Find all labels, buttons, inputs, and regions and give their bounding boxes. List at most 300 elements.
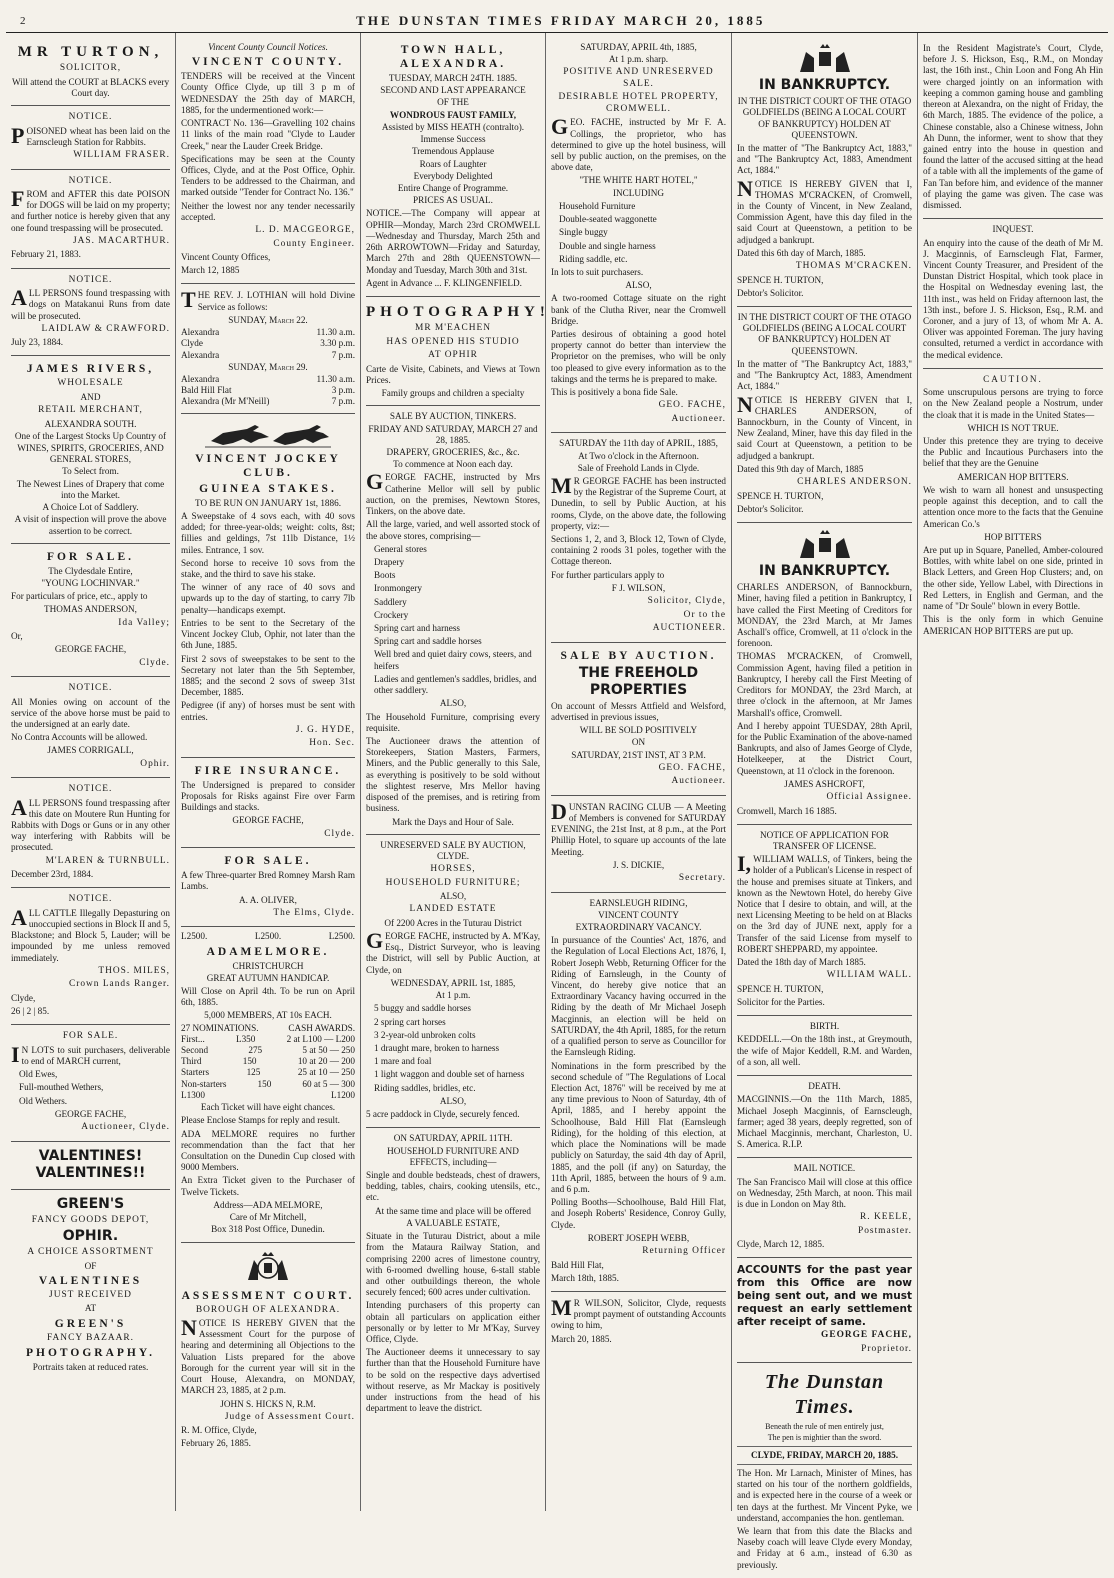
amount: L2500. [328, 931, 355, 942]
melmore-address: Box 318 Post Office, Dunedin. [211, 1224, 325, 1235]
lothian-text: THE REV. J. LOTHIAN will hold Divine Service as follows: [181, 287, 355, 313]
townhall-notice: NOTICE.—The Company will appear at OPHIR—Monday, March 23rd CROMWELL—Wednesday and Thursday, March 25th and 26th ARROWTOWN—Friday and Saturday, March 27th and 28th QUEENSTOWN—Monday and Tuesday, March 30th and 31st. [366, 208, 540, 275]
greens-line: PHOTOGRAPHY. [26, 1347, 155, 1360]
list-item: Boots [374, 570, 396, 581]
notice-heading: NOTICE. [68, 683, 113, 694]
bankruptcy-signature: JAMES ASHCROFT, [784, 778, 865, 789]
birth-text: KEDDELL.—On the 18th inst., at Greymouth, the wife of Major Keddell, R.M. and Warden, of a son, all well. [737, 1034, 912, 1067]
assessment-text: NOTICE IS HEREBY GIVEN that the Assessment Court for the purpose of hearing and determining all Objections to the Valuation Lists prepared for the above Borough for the current year will sit in the Court House, Alexandra, on MONDAY, MARCH 23, 1885, at 2 p.m. [181, 1315, 355, 1396]
accounts-signature: GEORGE FACHE, [821, 1330, 912, 1341]
mail-heading: MAIL NOTICE. [793, 1163, 856, 1174]
greens-line: OF [84, 1260, 97, 1271]
cell: 125 [246, 1067, 261, 1078]
fire-place: Clyde. [324, 828, 355, 839]
licence-heading: NOTICE OF APPLICATION FOR TRANSFER OF LICENSE. [760, 829, 889, 851]
clyde-text-2: 5 acre paddock in Clyde, securely fenced. [366, 1109, 520, 1120]
sale-text-2: "YOUNG LOCHINVAR." [41, 578, 140, 589]
rivers-line-1: WHOLESALE [57, 378, 124, 389]
racehorse-illustration [181, 421, 355, 449]
hotel-text-2: A two-roomed Cottage situate on the right bank of the Clutha River, near the Cromwell Bridge. [551, 293, 726, 326]
miles-notice [11, 888, 170, 1025]
riding-election-ad [551, 893, 726, 1292]
notice-signature: LAIDLAW & CRAWFORD. [41, 323, 170, 334]
bankruptcy-matter: In the matter of "The Bankruptcy Act, 1883," and "The Bankruptcy Act, 1883, Amendment Act, 1884." [737, 142, 912, 176]
saturday-text: Situate in the Tuturau District, about a mile from the Mataura Railway Station, and comprising 2200 acres of limestone country, with 6-roomed dwelling house, 6-stall stable and other outbuildings thereon, the whole securely fenced; 600 acres under cultivation. [366, 1231, 540, 1298]
townhall-heading: TOWN HALL, ALEXANDRA. [399, 44, 507, 71]
rivers-text-3: To Select from. [62, 466, 119, 477]
bankruptcy-text: CHARLES ANDERSON, of Bannockburn, Miner, having filed a petition in Bankruptcy, I have called the First Meeting of Creditors for MONDAY, the 23rd March, at Mr James Aschall's office, Cromwell, at 11 o'clock in the forenoon. [737, 582, 912, 649]
land-role: Solicitor, Clyde, [647, 596, 726, 607]
melmore-address: Care of Mr Mitchell, [229, 1212, 307, 1223]
service-place: Bald Hill Flat [181, 385, 232, 396]
notice-date: February 21, 1883. [11, 249, 81, 260]
freehold-text-3: ON [631, 737, 646, 748]
melmore-members: 5,000 MEMBERS, AT 10s EACH. [204, 1010, 332, 1021]
land-sub: Sale of Freehold Lands in Clyde. [577, 462, 700, 473]
valentines-text: VALENTINES! VALENTINES!! [35, 1147, 146, 1181]
photo-line: HAS OPENED HIS STUDIO [386, 336, 520, 347]
land-text: MR GEORGE FACHE has been instructed by the Registrar of the Supreme Court, at Dunedin, to sell by Public Auction, at his rooms, Clyde, on the above date, the following property, viz:— [551, 472, 726, 531]
townhall-line: Roars of Laughter [419, 158, 487, 169]
list-item: 1 mare and foal [374, 1056, 432, 1067]
list-item: Spring cart and saddle horses [374, 636, 482, 647]
riding-sub: VINCENT COUNTY [598, 909, 679, 920]
tinkers-text: GEORGE FACHE, instructed by Mrs Catherine Mellor will sell by public auction, on the premises, Newtown Stores, Tinkers, on the above date. [366, 469, 540, 517]
greens-name: GREEN'S [56, 1195, 125, 1212]
bankruptcy-notice-1 [737, 37, 912, 307]
freehold-text-2: WILL BE SOLD POSITIVELY [579, 725, 698, 736]
royal-crest-icon [790, 44, 860, 74]
lambs-sale-ad [181, 848, 355, 927]
notice-heading: NOTICE. [68, 112, 113, 123]
list-item: Crockery [374, 609, 409, 620]
riding-place: Bald Hill Flat, [551, 1259, 604, 1270]
tinkers-sub: DRAPERY, GROCERIES, &c., &c. [386, 446, 520, 457]
corrigall-notice [11, 677, 170, 778]
licence-signature: WILLIAM WALL. [826, 970, 912, 981]
editorial-dateline: CLYDE, FRIDAY, MARCH 20, 1885. [750, 1449, 898, 1460]
newspaper-nameplate: The Dunstan Times. [764, 1371, 885, 1418]
bankruptcy-signature: CHARLES ANDERSON. [797, 477, 912, 488]
fire-text: The Undersigned is prepared to consider Proposals for Risks against Fire over Farm Buildings and stacks. [181, 779, 355, 813]
saturday-text: The Auctioneer deems it unnecessary to say further than that the Household Furniture have to be sold on the respective days advertised without reserve, as Mr Mackay is positively under instructions from the head of his department to leave the district. [366, 1347, 540, 1414]
page-number: 2 [20, 15, 28, 27]
lambs-heading: FOR SALE. [224, 855, 312, 868]
turton-title: SOLICITOR, [59, 63, 122, 74]
rivers-ad [11, 356, 170, 543]
cell: 60 at 5 — 300 [302, 1078, 355, 1089]
bankruptcy-heading: IN BANKRUPTCY. [758, 563, 891, 580]
land-signature: F J. WILSON, [611, 582, 666, 593]
birth-heading: BIRTH. [809, 1021, 840, 1032]
lothian-sunday-2: SUNDAY, March 29. [228, 361, 308, 372]
table-row [181, 1056, 355, 1067]
assessment-heading: ASSESSMENT COURT. [181, 1289, 355, 1302]
jockey-sub: GUINEA STAKES. [199, 482, 337, 495]
list-item: Household Furniture [559, 200, 636, 211]
council-text-2: Specifications may be seen at the County Offices, Clyde, and at the Post Office, Ophir. Tenders to be addressed to the Chairman, and marked outside "Tender for Contract No. 136." [181, 153, 355, 198]
townhall-ad [366, 37, 540, 297]
notice-signature: M'LAREN & TURNBULL. [45, 855, 170, 866]
fire-insurance-ad [181, 758, 355, 848]
cell: 5 at 50 — 250 [302, 1045, 355, 1056]
melmore-text: ADA MELMORE requires no further recommendation than the fact that her Consultation on the Dunedin Cup closed with 9000 Members. [181, 1128, 355, 1173]
total: L1300 [181, 1089, 205, 1100]
clyde-sub: ALSO, [439, 891, 467, 902]
clyde-sub: HOUSEHOLD FURNITURE; [385, 877, 521, 888]
rivers-line-3: RETAIL MERCHANT, [38, 405, 143, 416]
licence-transfer-ad [737, 825, 912, 1017]
turton-name: MR TURTON, [17, 44, 164, 60]
amount: L2500. [181, 931, 208, 942]
greens-line: VALENTINES [38, 1274, 143, 1287]
melmore-table-header [181, 1023, 355, 1034]
assessment-signature: JOHN S. HICKS N, R.M. [220, 1398, 316, 1409]
newspaper-motto: Beneath the rule of men entirely just, [765, 1422, 884, 1432]
clyde-sub: Of 2200 Acres in the Tuturau District [384, 917, 522, 928]
council-role: County Engineer. [273, 238, 355, 249]
bankruptcy-text-3: And I hereby appoint TUESDAY, 28th April, for the Public Examination of the above-named Bankrupts, and also of James George of Clyde, Hotelkeeper, at the District Court, Queenstown, at 11 o'clock in the forenoon. [737, 720, 912, 776]
council-tender-ad [181, 37, 355, 284]
table-row [181, 1045, 355, 1056]
photography-ad [366, 297, 550, 406]
riding-text-2: Nominations in the form prescribed by the second schedule of "The Regulations of Local Election Act, 1876" will be received by me at any time previous to Noon of Saturday, 4th of April, 1885, and I hereby appoint the Schoolhouse, Bald Hill Flat (Earnsleugh Riding), for the holding of this election, at which place the Nominations will be made publicly on Saturday, the said 4th day of April, 1885, and the poll (if any) on Saturday, the 11th April, 1885, between the hours of 9 a.m. and 6 p.m. [551, 1060, 726, 1194]
photo-sub: MR M'EACHEN [415, 323, 491, 334]
notice-heading: NOTICE. [68, 784, 113, 795]
service-place: Alexandra [181, 373, 220, 384]
list-item: General stores [374, 543, 427, 554]
jockey-signature: J. G. HYDE, [295, 724, 355, 735]
cell: Non-starters [181, 1078, 227, 1089]
saturday-heading: ON SATURDAY, APRIL 11TH. [393, 1133, 513, 1144]
mclaren-notice [11, 778, 170, 888]
accounts-notice [737, 1258, 912, 1363]
cell: 150 [242, 1056, 257, 1067]
greens-line: Portraits taken at reduced rates. [32, 1362, 149, 1373]
caution-text-6: Are put up in Square, Panelled, Amber-coloured Bottles, with white label on one side, printed in Black Letters, and Green Hop Clusters; and, on the other side, Yellow Label, with Directions in Red Letters, in English and German, and the name of "Dr Soule" blown in every Bottle. [923, 544, 1103, 612]
tinkers-text-2: All the large, varied, and well assorted stock of the above stores, comprising— [366, 519, 540, 541]
accounts-text: ACCOUNTS for the past year from this Office are now being sent out, and we must request an early settlement after receipt of same. [737, 1264, 912, 1328]
inquest-report [923, 219, 1103, 369]
list-item: Well bred and quiet dairy cows, steers, and heifers [374, 649, 532, 671]
bankruptcy-court: IN THE DISTRICT COURT OF THE OTAGO GOLDFIELDS (BEING A LOCAL COURT OF BANKRUPTCY) HOLDEN AT QUEENSTOWN. [737, 96, 912, 140]
tinkers-text-5: Mark the Days and Hour of Sale. [392, 816, 514, 827]
jockey-heading: VINCENT JOCKEY CLUB. [195, 452, 341, 479]
sale-text-3: For particulars of price, etc., apply to [11, 591, 148, 602]
notice-place: Ophir. [140, 758, 170, 769]
land-or: Or to the [683, 609, 726, 620]
tinkers-sale-ad [366, 406, 540, 834]
council-signature: L. D. MACGEORGE, [255, 225, 355, 236]
tinkers-text-3: The Household Furniture, comprising every requisite. [366, 711, 540, 733]
freehold-signature: GEO. FACHE, [658, 762, 726, 773]
melmore-sub-1: CHRISTCHURCH [232, 960, 304, 971]
sale-sig-1: THOMAS ANDERSON, [44, 604, 137, 615]
assessment-sub: BOROUGH OF ALEXANDRA. [195, 1304, 341, 1315]
assessment-court-ad [181, 1243, 355, 1457]
assessment-date: February 26, 1885. [181, 1438, 251, 1449]
lambs-signature: A. A. OLIVER, [239, 894, 297, 905]
notice-ref: 26 | 2 | 85. [11, 1006, 50, 1017]
townhall-agent: Agent in Advance ... F. KLINGENFIELD. [366, 277, 522, 288]
masthead [6, 10, 1108, 33]
service-time: 11.30 a.m. [316, 327, 355, 338]
bankruptcy-solicitor: SPENCE H. TURTON, [737, 274, 824, 285]
poison-notice-1 [11, 106, 170, 169]
hotel-signature: GEO. FACHE, [658, 400, 726, 411]
riding-text: In pursuance of the Counties' Act, 1876, and the Regulation of Local Elections Act, 1876, I, Robert Joseph Webb, Returning Officer for the Riding of Earnsleugh, in the County of Vincent, do hereby give notice that an Extraordinary Vacancy having occurred in the Riding by the death of Mr Michael Joseph Macginnis, an election will be held on SATURDAY, the 4th April, 1885, for the return of a qualified person to serve as Councillor for the Earnsleugh Riding. [551, 935, 726, 1058]
columns [6, 33, 1108, 1570]
royal-crest [181, 1250, 355, 1286]
assessment-place: R. M. Office, Clyde, [181, 1425, 257, 1436]
freehold-heading: SALE BY AUCTION. [560, 649, 717, 662]
royal-crest-icon [790, 530, 860, 560]
inquest-text: An enquiry into the cause of the death of Mr M. J. Macginnis, of Earnscleugh Flat, Farmer, Vincent County Treasurer, and President of the Dunstan District Hospital, which took place in the Hospital on Wednesday evening last, the 11th inst., was held on Friday afternoon last, the 13th inst., before J. S. Hickson, Esq., R.M. and Coroner, and a jury of 13, of whom Mr A. A. Oliver was appointed Foreman. The jury having consulted, returned a verdict in accordance with the medical evidence. [923, 237, 1103, 360]
tinkers-text-4: The Auctioneer draws the attention of Storekeepers, Station Masters, Farmers, Miners, and the Public generally to this Sale, as everything is positively to be sold without the slightest reserve, Mrs Mellor having disposed of the premises, and is retiring from business. [366, 736, 540, 814]
clyde-heading: UNRESERVED SALE BY AUCTION, CLYDE. [380, 839, 526, 861]
service-row [181, 327, 355, 338]
rivers-text-6: A visit of inspection will prove the above assertion to be correct. [14, 514, 167, 536]
poison-notice-2 [11, 170, 170, 269]
inquest-heading: INQUEST. [992, 224, 1034, 235]
notice-role: Crown Lands Ranger. [68, 979, 170, 990]
lothian-ad [181, 284, 355, 413]
divider [737, 1446, 912, 1447]
greens-line: AT [84, 1303, 97, 1314]
melmore-heading: ADAMELMORE. [206, 945, 330, 958]
fire-heading: FIRE INSURANCE. [194, 764, 342, 777]
hotel-also: ALSO, [625, 280, 652, 291]
list-item: Riding saddles, bridles, etc. [374, 1082, 476, 1093]
hotel-incl: INCLUDING [612, 187, 665, 198]
table-row [181, 1067, 355, 1078]
service-place: Alexandra [181, 349, 220, 360]
freehold-text-4: SATURDAY, 21ST INST, AT 3 P.M. [571, 749, 706, 760]
clyde-time: At 1 p.m. [435, 990, 471, 1001]
greens-line: GREEN'S [54, 1317, 127, 1330]
caution-text-5: HOP BITTERS [984, 531, 1042, 542]
wilson-date: March 20, 1885. [551, 1333, 612, 1344]
hotel-time: At 1 p.m. sharp. [608, 54, 669, 65]
accounts-role: Proprietor. [861, 1343, 912, 1354]
licence-date: Dated the 18th day of March 1885. [737, 957, 866, 968]
royal-crest [737, 44, 912, 74]
editorial-section [737, 1363, 912, 1577]
mail-date: Clyde, March 12, 1885. [737, 1239, 825, 1250]
cell: Second [181, 1045, 209, 1056]
freehold-text: On account of Messrs Attfield and Welsford, advertised in previous issues, [551, 700, 726, 722]
racing-text: DUNSTAN RACING CLUB — A Meeting of Members is convened for SATURDAY EVENING, the 21st Inst, at 8 p.m., at the Port Phillip Hotel, to square up accounts of the late Meeting. [551, 798, 726, 857]
mail-signature: R. KEELE, [860, 1212, 912, 1223]
melmore-ticket: Each Ticket will have eight chances. [200, 1102, 336, 1113]
list-item: 2 spring cart horses [374, 1016, 446, 1027]
notice-text: ALL CATTLE Illegally Depasturing on unoccupied sections in Block II and 5, Blackstone; and Block 5, Lauder; will be impounded by me unless removed immediately. [11, 904, 170, 963]
licence-solicitor: SPENCE H. TURTON, [737, 983, 824, 994]
list-item: Double and single harness [559, 240, 656, 251]
notice-date: December 23rd, 1884. [11, 869, 94, 880]
clyde-land-sale-ad [551, 433, 726, 642]
list-item: Ironmongery [374, 583, 422, 594]
cell: 10 at 20 — 200 [297, 1056, 355, 1067]
wilson-ad [551, 1292, 726, 1352]
sheep-sale-ad [11, 1025, 170, 1141]
bankruptcy-solicitor: SPENCE H. TURTON, [737, 490, 824, 501]
sale-sig-2: Ida Valley; [118, 617, 170, 628]
freehold-sale-ad [551, 643, 726, 796]
council-date: March 12, 1885 [181, 265, 240, 276]
assessment-role: Judge of Assessment Court. [224, 1411, 355, 1422]
service-place: Alexandra (Mr M'Neill) [181, 396, 270, 407]
land-text-3: For further particulars apply to [551, 569, 665, 580]
service-place: Clyde [181, 338, 203, 349]
bankruptcy-text: NOTICE IS HEREBY GIVEN that I, THOMAS M'CRACKEN, of Cromwell, in the County of Vincent, in New Zealand, Commission Agent, have this day filed in the said Court at Queenstown, a petition to be adjudged a bankrupt. [737, 175, 912, 245]
jockey-text: Entries to be sent to the Secretary of the Vincent Jockey Club, Ophir, not later than the 6th June, 1885. [181, 617, 355, 651]
list-item: 1 draught mare, broken to harness [374, 1043, 500, 1054]
townhall-line: Tremendous Applause [411, 146, 495, 157]
council-place: Vincent County Offices, [181, 252, 271, 263]
service-time: 11.30 a.m. [316, 373, 355, 384]
sale-text: IN LOTS to suit purchasers, deliverable to end of MARCH current, [11, 1041, 170, 1067]
hotel-text-3: Parties desirous of obtaining a good hotel property cannot do better than interview the Proprietor on the premises, who will be only too pleased to give every information as to the takings and the terms he is prepared to make. [551, 329, 726, 384]
rivers-place: ALEXANDRA SOUTH. [44, 418, 137, 429]
melmore-amounts [181, 931, 355, 942]
tinkers-heading: SALE BY AUCTION, TINKERS. [389, 411, 517, 422]
hotel-sub: DESIRABLE HOTEL PROPERTY, CROMWELL. [558, 92, 719, 114]
caution-text-3: AMERICAN HOP BITTERS. [957, 471, 1069, 482]
townhall-of: OF THE [437, 97, 469, 108]
cell: 150 [257, 1078, 272, 1089]
sale-signature: GEORGE FACHE, [54, 1108, 127, 1119]
sale-heading: FOR SALE. [62, 1031, 119, 1042]
list-item: Ladies and gentlemen's saddles, bridles, and other saddlery. [374, 673, 537, 696]
notice-text: POISONED wheat has been laid on the Earnscleugh Station for Rabbits. [11, 122, 170, 148]
turton-ad [11, 37, 170, 106]
bankruptcy-notice-2 [737, 307, 912, 523]
notice-text: FROM and AFTER this date POISON for DOGS will be laid on my property; and further notice is hereby given that any one found trespassing will be prosecuted. [11, 186, 170, 233]
townhall-line: Everybody Delighted [413, 170, 493, 181]
death-notice [737, 1076, 912, 1158]
clyde-text: GEORGE FACHE, instructed by A. M'Kay, Esq., District Surveyor, who is leaving the District, will sell by Public Auction, at Clyde, on [366, 928, 540, 975]
hotel-sub: POSITIVE AND UNRESERVED SALE. [563, 67, 714, 89]
notice-signature: THOS. MILES, [98, 965, 170, 976]
service-row [181, 396, 355, 407]
townhall-line: Immense Success [420, 134, 486, 145]
jockey-text: First 2 sovs of sweepstakes to be sent to the Secretary not later than the 5th September, 1885; and the second 2 sovs of sweep 31st December, 1885. [181, 653, 355, 698]
clyde-sub: HORSES, [430, 864, 476, 875]
list-item: 3 2-year-old unbroken colts [374, 1029, 476, 1040]
jockey-text: The winner of any race of 40 sovs and upwards up to the day of starting, to carry 7lb penalty—handicaps exempt. [181, 582, 355, 615]
newspaper-motto: The pen is mightier than the sword. [767, 1432, 882, 1442]
council-kicker: Vincent County Council Notices. [208, 42, 328, 52]
mail-role: Postmaster. [858, 1225, 912, 1236]
cell: 275 [248, 1045, 263, 1056]
bankruptcy-text-2: THOMAS M'CRACKEN, of Cromwell, Commission Agent, having filed a petition in Bankruptcy, I hereby call the First Meeting of Creditors for MONDAY, the 23rd March, at three o'clock in the afternoon, at Mr James Marshall's office, Cromwell. [737, 651, 912, 718]
clyde-date: WEDNESDAY, APRIL 1st, 1885, [390, 977, 516, 988]
riding-sub-2: EXTRAORDINARY VACANCY. [575, 921, 702, 932]
column-6 [918, 33, 1108, 1511]
notice-text: All Monies owing on account of the service of the above horse must be paid to the undersigned at an early date. [11, 696, 170, 729]
royal-crest-icon [238, 1250, 298, 1286]
list-item: Riding saddle, etc. [559, 253, 628, 264]
hotel-text: GEO. FACHE, instructed by Mr F. A. Collings, the proprietor, who has determined to give up the hotel business, will sell by public auction, on the premises, on the above date, [551, 114, 726, 173]
sale-text-1: The Clydesdale Entire, [48, 565, 133, 576]
notice-signature: JAMES CORRIGALL, [47, 745, 134, 756]
column-4 [546, 33, 732, 1511]
melmore-close: Will Close on April 4th. To be run on April 6th, 1885. [181, 985, 355, 1008]
tinkers-dates: FRIDAY AND SATURDAY, MARCH 27 and 28, 1885. [368, 423, 538, 445]
hotel-heading: SATURDAY, APRIL 4th, 1885, [580, 42, 697, 52]
greens-line: JUST RECEIVED [49, 1290, 132, 1300]
photo-heading: PHOTOGRAPHY! [366, 303, 550, 320]
saturday-sale-ad [366, 1128, 540, 1421]
royal-crest [737, 530, 912, 560]
riding-text-3: Polling Booths—Schoolhouse, Bald Hill Flat, and Joseph Roberts' Residence, Conroy Gully, Clyde. [551, 1197, 726, 1230]
townhall-troupe: WONDROUS FAUST FAMILY, [389, 109, 517, 120]
riding-heading: EARNSLEUGH RIDING, [589, 897, 688, 908]
service-time: 7 p.m. [331, 349, 355, 360]
bankruptcy-date: Dated this 6th day of March, 1885. [737, 247, 866, 258]
racing-signature: J. S. DICKIE, [612, 859, 665, 870]
bankruptcy-notice-3 [737, 523, 912, 825]
cell: L350 [235, 1033, 256, 1044]
court-text: In the Resident Magistrate's Court, Clyde, before J. S. Hickson, Esq., R.M., on Monday last, the 16th inst., Chin Loon and Fong Ah Hin were charged jointly on an information with keeping a common gaming house and gambling thereon at Alexandra, on the night of Friday, the 6th March, 1885. The evidence of the police, a Chinese constable, also a Chinese witness, John Ah Dunn, the informer, went to show that they gained entry into the house in question and found the latter of the accused sitting at the head of a table with all the implements of the game of Fan Tan before him, and evidence of the manner of playing the game was given. The case was dismissed. [923, 43, 1103, 211]
list-item: In lots to suit purchasers. [551, 266, 644, 277]
caution-heading: CAUTION. [983, 373, 1043, 384]
rivers-name: JAMES RIVERS, [26, 363, 155, 376]
racing-role: Secretary. [678, 873, 726, 884]
jockey-text: Pedigree (if any) of horses must be sent with entries. [181, 700, 355, 722]
sale-heading: FOR SALE. [46, 550, 135, 563]
mail-text: The San Francisco Mail will close at this office on Wednesday, 25th March, at noon. This mail is due in London on May 8th. [737, 1176, 912, 1210]
notice-date: July 23, 1884. [11, 337, 64, 348]
riding-role: Returning Officer [642, 1246, 726, 1257]
table-totals [181, 1090, 355, 1101]
freehold-sub: THE FREEHOLD PROPERTIES [578, 664, 699, 698]
saturday-text: Single and double bedsteads, chest of drawers, bedding, tables, chairs, cooking utensils, etc., etc. [366, 1169, 540, 1203]
sale-role: Auctioneer, Clyde. [81, 1122, 170, 1133]
service-row [181, 338, 355, 349]
service-time: 3.30 p.m. [320, 338, 355, 349]
rivers-text-2: WINES, SPIRITS, GROCERIES, AND GENERAL STORES, [17, 443, 164, 465]
notice-text: ALL PERSONS found trespassing with dogs on Matakanui Runs from date will be prosecuted. [11, 285, 170, 321]
list-item: 5 buggy and saddle horses [374, 1003, 471, 1014]
melmore-address: Address—ADA MELMORE, [213, 1199, 323, 1210]
clyde-also: ALSO, [439, 1095, 467, 1106]
saturday-sub: HOUSEHOLD FURNITURE AND EFFECTS, including— [387, 1145, 519, 1167]
col-header: CASH AWARDS. [288, 1022, 355, 1033]
laidlaw-notice [11, 269, 170, 357]
caution-text-7: This is the only form in which Genuine AMERICAN HOP BITTERS are put up. [923, 614, 1103, 636]
bankruptcy-date: Dated this 9th day of March, 1885 [737, 463, 864, 474]
list-item: 1 light waggon and double set of harness [374, 1069, 525, 1080]
caution-sub: WHICH IS NOT TRUE. [967, 422, 1059, 433]
land-role-2: AUCTIONEER. [652, 623, 726, 634]
resident-court-report [923, 37, 1103, 219]
tinkers-commence: To commence at Noon each day. [393, 459, 513, 470]
column-3 [361, 33, 550, 1511]
jockey-club-ad [181, 414, 355, 758]
council-text: TENDERS will be received at the Vincent County Office Clyde, up till 3 p m of WEDNESDAY the 25th day of MARCH, 1885, for the undermentioned work:— [181, 71, 355, 115]
divider [737, 1464, 912, 1465]
saturday-text: A VALUABLE ESTATE, [406, 1217, 500, 1228]
bankruptcy-role: Debtor's Solicitor. [737, 287, 804, 298]
column-1 [6, 33, 176, 1511]
rivers-text-4: The Newest Lines of Drapery that come into the Market. [16, 478, 165, 500]
col-header: 27 NOMINATIONS. [181, 1022, 259, 1033]
rivers-line-2: AND [80, 391, 101, 402]
notice-heading: NOTICE. [68, 274, 113, 285]
service-row [181, 385, 355, 396]
